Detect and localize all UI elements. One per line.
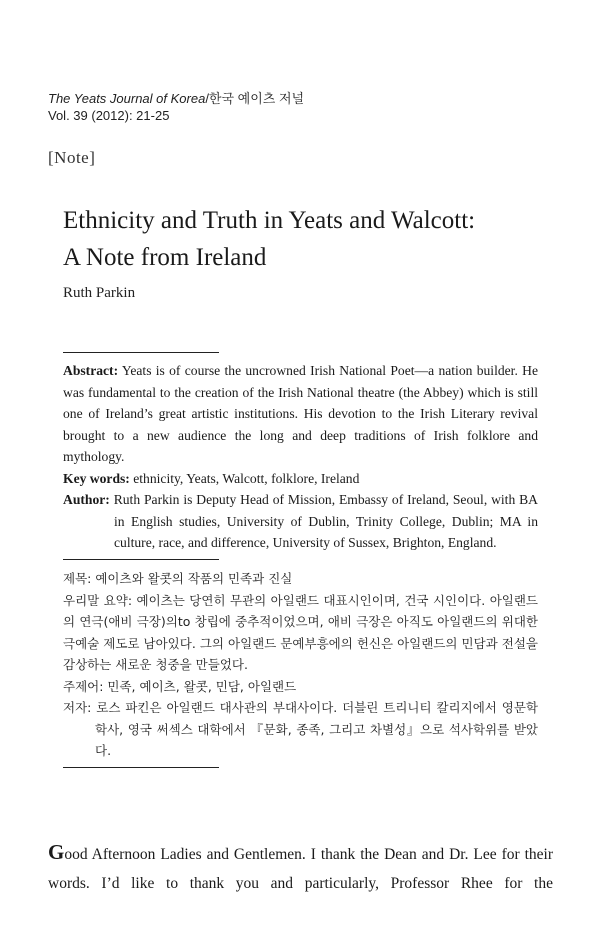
author-bio — [63, 489, 538, 554]
korean-title-line — [63, 568, 538, 590]
author-bio-text: Ruth Parkin is Deputy Head of Mission, Embassy of Ireland, Seoul, with BA in English studies, University of Dublin, Trinity College, Dublin; MA in culture, race, and difference, University of Sussex, Brighton, England. — [109, 492, 538, 550]
korean-keywords-label: 주제어: — [63, 678, 104, 694]
abstract-paragraph — [63, 360, 538, 468]
keywords-label: Key words: — [63, 470, 130, 486]
article-author: Ruth Parkin — [63, 285, 136, 301]
title-line-2: A Note from Ireland — [63, 244, 267, 271]
journal-title-line — [48, 90, 304, 107]
korean-keywords: 민족, 예이츠, 왈콧, 민담, 아일랜드 — [103, 678, 297, 694]
drop-cap: G — [48, 840, 65, 864]
abstract-label: Abstract: — [63, 363, 119, 378]
body-text: ood Afternoon Ladies and Gentlemen. I thank the Dean and Dr. Lee for their words. I’d like to thank you and particularly, Professor Rhee for the — [48, 846, 553, 892]
korean-author-label: 저자: — [63, 700, 92, 715]
author-bio-label: Author: — [63, 492, 110, 507]
journal-title-korean: /한국 예이츠 저널 — [205, 91, 305, 106]
korean-keywords-line — [63, 676, 538, 698]
divider-middle — [63, 559, 219, 560]
keywords-text: ethnicity, Yeats, Walcott, folklore, Ireland — [129, 470, 360, 486]
divider-top — [63, 352, 219, 353]
korean-abstract-block — [63, 568, 538, 762]
article-title — [63, 202, 563, 276]
body-paragraph — [48, 838, 553, 898]
keywords-line — [63, 468, 538, 490]
korean-author-bio — [63, 697, 538, 762]
journal-header — [48, 90, 304, 124]
korean-summary-label: 우리말 요약: — [63, 592, 133, 608]
korean-summary-text: 예이츠는 당연히 무관의 아일랜드 대표시인이며, 건국 시인이다. 아일랜드의 연극(애비 극장)의to 창립에 중추적이었으며, 애비 극장은 아직도 아일랜드의 위대한 극예술 제도로 남아있다. 그의 아일랜드 문예부흥에의 헌신은 아일랜드의 민담과 전설을 감상하는 새로운 청중을 만들었다. — [63, 592, 538, 672]
korean-title-label: 제목: — [63, 571, 92, 586]
korean-summary — [63, 590, 538, 676]
journal-title: The Yeats Journal of Korea — [48, 91, 206, 106]
title-line-1: Ethnicity and Truth in Yeats and Walcott: — [63, 207, 476, 234]
abstract-text: Yeats is of course the uncrowned Irish National Poet—a nation builder. He was fundamental to the creation of the Irish National theatre (the Abbey) which is still one of Ireland’s great artistic institutions. His devotion to the Irish Literary revival brought to a new audience the long and deep traditions of Irish folklore and mythology. — [63, 363, 538, 464]
korean-title: 예이츠와 왈콧의 작품의 민족과 진실 — [91, 571, 293, 586]
volume-line: Vol. 39 (2012): 21-25 — [48, 108, 170, 123]
divider-bottom — [63, 767, 219, 768]
abstract-block — [63, 360, 538, 554]
section-tag: [Note] — [48, 148, 96, 167]
korean-author-text: 로스 파킨은 아일랜드 대사관의 부대사이다. 더블린 트리니티 칼리지에서 영문학 학사, 영국 써섹스 대학에서 『문화, 종족, 그리고 차별성』으로 석사학위를 받았다. — [91, 700, 538, 758]
